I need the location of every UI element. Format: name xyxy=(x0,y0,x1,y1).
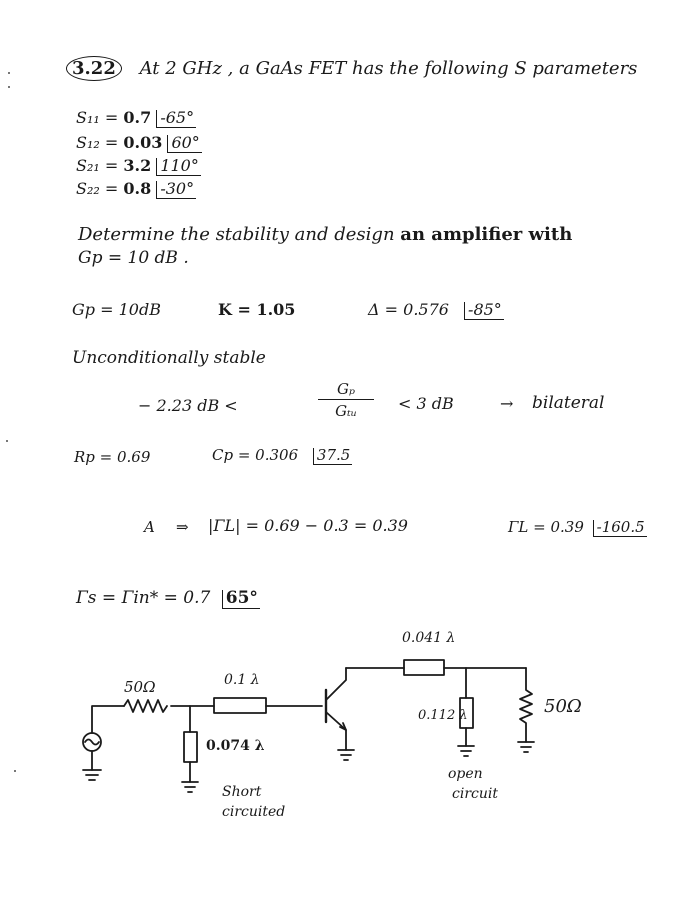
load-resistor-label: 50Ω xyxy=(544,696,582,717)
output-stub-note-1: open xyxy=(448,766,483,782)
wire xyxy=(92,706,124,733)
angle-box: -85° xyxy=(464,302,504,320)
input-stub-note-1: Short xyxy=(222,784,262,800)
input-stub-icon xyxy=(184,732,197,762)
input-stub-label: 0.074 λ xyxy=(206,738,265,754)
inequality-right: < 3 dB xyxy=(398,394,454,413)
angle-box: 60° xyxy=(167,135,201,153)
output-line-label: 0.041 λ xyxy=(402,630,456,646)
angle-box: -65° xyxy=(156,110,196,128)
input-line-label: 0.1 λ xyxy=(224,672,260,688)
delta-value: Δ = 0.576 -85° xyxy=(368,300,502,319)
output-stub-label: 0.112 λ xyxy=(418,708,468,723)
ground-icon xyxy=(338,750,354,760)
bilateral-text: bilateral xyxy=(532,393,605,413)
s-param-s12: S₁₂ = 0.03 60° xyxy=(76,133,200,152)
angle-box: -30° xyxy=(156,181,196,199)
input-stub-note-2: circuited xyxy=(222,804,286,820)
task-line-1: Determine the stability and design an amplifier with xyxy=(78,224,573,245)
angle-box: 37.5 xyxy=(313,448,352,465)
fraction-denominator: Gₜᵤ xyxy=(335,402,357,420)
ground-icon xyxy=(83,770,101,780)
gamma-l-marker: A xyxy=(144,518,155,536)
s-param-s22: S₂₂ = 0.8 -30° xyxy=(76,179,195,198)
inequality-left: − 2.23 dB < xyxy=(138,396,238,415)
output-line-icon xyxy=(404,660,444,675)
angle-box: 65° xyxy=(222,590,260,609)
sine-glyph xyxy=(85,740,99,745)
s-param-s21: S₂₁ = 3.2 110° xyxy=(76,156,199,175)
implies-arrow: → xyxy=(500,394,514,413)
gamma-l-value: ΓL = 0.39 -160.5 xyxy=(508,518,645,536)
ground-icon xyxy=(518,742,534,752)
gamma-l-arrow: ⇒ xyxy=(176,518,189,536)
fraction-numerator: Gₚ xyxy=(318,380,374,400)
k-value: K = 1.05 xyxy=(218,300,296,319)
cp-value: Cp = 0.306 37.5 xyxy=(212,446,351,464)
load-resistor-icon xyxy=(520,668,532,742)
input-line-icon xyxy=(214,698,266,713)
collector-lead xyxy=(326,668,346,700)
gamma-s-equation: Γs = Γin* = 0.7 65° xyxy=(76,588,258,608)
problem-number: 3.22 xyxy=(66,56,122,81)
gamma-l-equation: |ΓL| = 0.69 − 0.3 = 0.39 xyxy=(208,516,408,535)
emitter-lead xyxy=(326,712,346,750)
angle-box: -160.5 xyxy=(593,520,647,537)
source-resistor-icon xyxy=(124,700,167,712)
angle-box: 110° xyxy=(156,158,201,176)
rp-value: Rp = 0.69 xyxy=(74,448,151,466)
ground-icon xyxy=(458,746,474,756)
stability-text: Unconditionally stable xyxy=(72,348,266,368)
s-param-s11: S₁₁ = 0.7 -65° xyxy=(76,108,195,127)
ground-icon xyxy=(182,782,198,792)
task-line-2: Gp = 10 dB . xyxy=(78,248,189,268)
source-resistor-label: 50Ω xyxy=(124,678,156,696)
gp-value: Gp = 10dB xyxy=(72,300,161,319)
problem-statement: At 2 GHz , a GaAs FET has the following S parameters xyxy=(139,58,638,79)
output-stub-note-2: circuit xyxy=(452,786,498,802)
